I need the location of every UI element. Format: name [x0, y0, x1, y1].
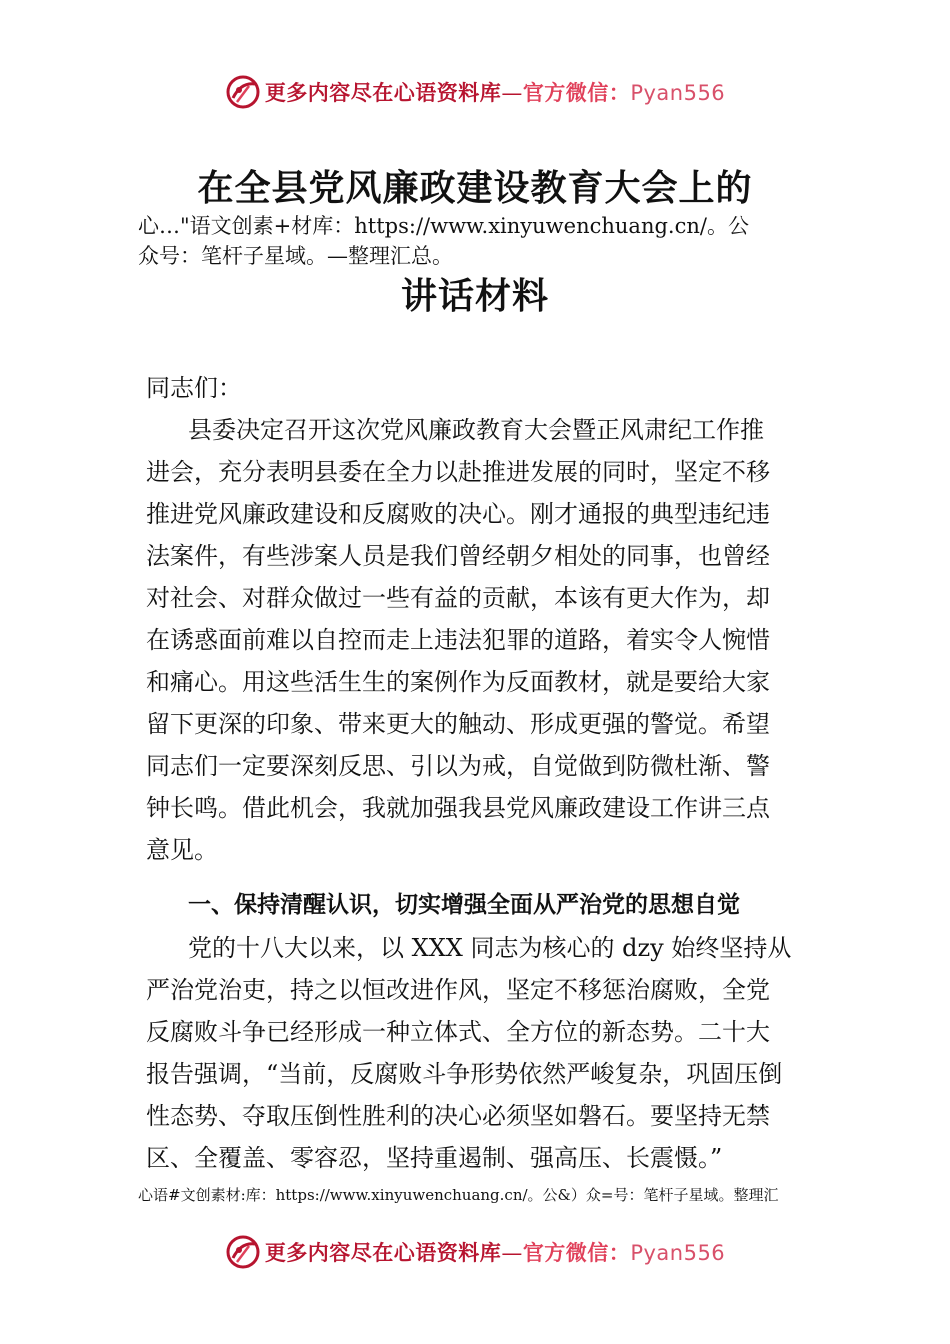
salutation: 同志们：	[146, 374, 242, 402]
body-section-2	[146, 928, 826, 1180]
paragraph1-line: 在诱惑面前难以自控而走上违法犯罪的道路，着实令人惋惜	[146, 626, 770, 654]
banner-text	[265, 77, 725, 107]
paragraph1-line: 县委决定召开这次党风廉政教育大会暨正风肃纪工作推	[188, 416, 764, 444]
paragraph1-line: 对社会、对群众做过一些有益的贡献，本该有更大作为，却	[146, 584, 770, 612]
banner-lead: 更多内容尽在心语资料库	[264, 1241, 502, 1265]
paragraph2-line: 党的十八大以来，以 XXX 同志为核心的 dzy 始终坚持从	[188, 934, 792, 962]
banner-official-label: 官方微信：	[522, 1241, 631, 1265]
banner-official-label: 官方微信：	[522, 81, 631, 105]
paragraph1-line: 同志们一定要深刻反思、引以为戒，自觉做到防微杜渐、警	[146, 752, 770, 780]
header-banner	[0, 72, 950, 112]
watermark-line2: 众号：笔杆子星域。—整理汇总。	[138, 244, 453, 268]
banner-wechat-id: Pyan556	[630, 1241, 726, 1265]
paragraph1-line: 推进党风廉政建设和反腐败的决心。刚才通报的典型违纪违	[146, 500, 770, 528]
banner-separator: —	[501, 1241, 523, 1265]
banner-wechat-id: Pyan556	[630, 81, 726, 105]
banner-lead: 更多内容尽在心语资料库	[264, 81, 502, 105]
paragraph1-line: 意见。	[146, 836, 218, 864]
paragraph2-line: 性态势、夺取压倒性胜利的决心必须坚如磐石。要坚持无禁	[146, 1102, 770, 1130]
body-section-1	[146, 368, 826, 872]
page-title-line1: 在全县党风廉政建设教育大会上的	[197, 167, 753, 209]
paragraph2-line: 报告强调，“当前，反腐败斗争形势依然严峻复杂，巩固压倒	[146, 1060, 783, 1088]
paragraph2-line: 反腐败斗争已经形成一种立体式、全方位的新态势。二十大	[146, 1018, 770, 1046]
paragraph2-line: 区、全覆盖、零容忍，坚持重遏制、强高压、长震慑。”	[146, 1144, 723, 1172]
paragraph1-line: 留下更深的印象、带来更大的触动、形成更强的警觉。希望	[146, 710, 770, 738]
paragraph1-line: 钟长鸣。借此机会，我就加强我县党风廉政建设工作讲三点	[146, 794, 770, 822]
page-title-line2: 讲话材料	[400, 275, 549, 317]
footer-banner	[0, 1232, 950, 1272]
logo-icon	[225, 1234, 261, 1270]
paragraph1-line: 法案件，有些涉案人员是我们曾经朝夕相处的同事，也曾经	[146, 542, 770, 570]
paragraph1-line: 进会，充分表明县委在全力以赴推进发展的同时，坚定不移	[146, 458, 770, 486]
banner-text	[265, 1237, 725, 1267]
paragraph2-line: 严治党治吏，持之以恒改进作风，坚定不移惩治腐败，全党	[146, 976, 770, 1004]
banner-separator: —	[501, 81, 523, 105]
logo-icon	[225, 74, 261, 110]
paragraph1-line: 和痛心。用这些活生生的案例作为反面教材，就是要给大家	[146, 668, 770, 696]
section-heading-1: 一、保持清醒认识，切实增强全面从严治党的思想自觉	[188, 892, 740, 918]
footer-watermark: 心语#文创素材:库：https://www.xinyuwenchuang.cn/。公&）众=号：笔杆子星域。整理汇	[138, 1186, 779, 1204]
watermark-line1: 心…"语文创素+材库：https://www.xinyuwenchuang.cn/。公	[138, 214, 749, 238]
